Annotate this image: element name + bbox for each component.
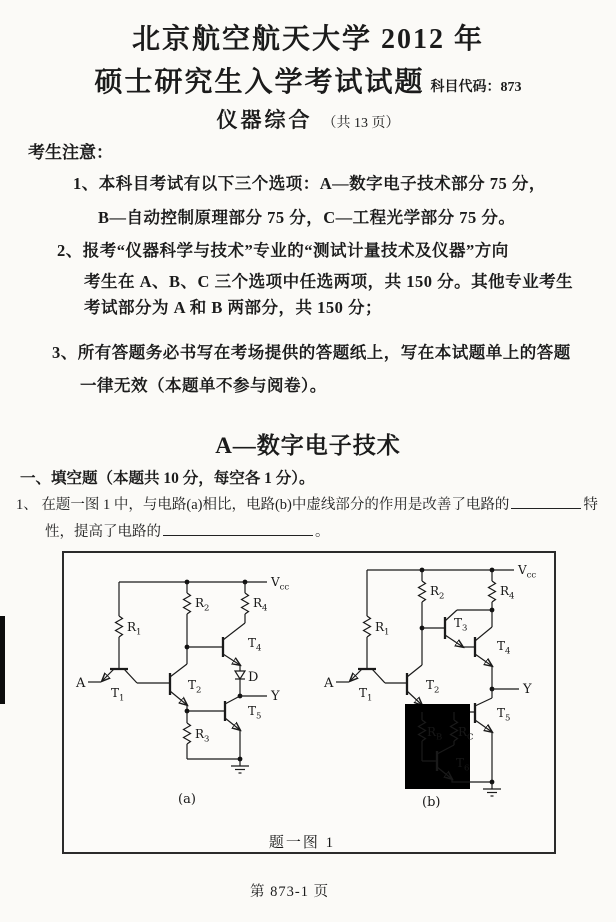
circuit-b — [323, 563, 536, 810]
svg-text:RC: $R_C$ — [458, 725, 474, 743]
scan-edge-artifact — [0, 616, 5, 704]
subject-name: 仪器综合 — [216, 108, 313, 132]
answer-blank-2 — [163, 521, 313, 537]
notice-heading: 考生注意： — [28, 143, 113, 162]
resistor-r1-b — [364, 570, 390, 669]
svg-text:T2: $T_2$ — [188, 678, 202, 696]
transistor-t2-a — [170, 647, 201, 711]
fill-in-heading: 一、填空题（本题共 10 分，每空各 1 分）。 — [20, 470, 315, 487]
svg-text:T4: $T_4$ — [497, 639, 511, 657]
svg-text:T6: $T_6$ — [456, 756, 470, 774]
svg-text:T1: $T_1$ — [111, 686, 125, 704]
transistor-t1-a — [75, 669, 170, 704]
resistor-r3-a — [184, 711, 210, 759]
figure-1-box — [62, 551, 556, 854]
svg-text:T4: $T_4$ — [248, 636, 262, 654]
output-y-label-a: Y — [271, 689, 280, 704]
question1-line2 — [45, 520, 330, 541]
svg-text:R2: $R_2$ — [195, 596, 210, 614]
question1-line1-tail: 特 — [583, 497, 598, 513]
svg-text:RB: $R_B$ — [427, 725, 443, 743]
section-a-title: A—数字电子技术 — [215, 433, 401, 458]
svg-text:T3: $T_3$ — [454, 616, 468, 634]
notice-item1-line1: 1、本科目考试有以下三个选项：A—数字电子技术部分 75 分， — [73, 174, 546, 193]
question1-line1 — [16, 493, 598, 514]
notice-item2-line2: 考生在 A、B、C 三个选项中任选两项，共 150 分。其他专业考生 — [84, 272, 574, 291]
notice-item2-line1: 2、报考“仪器科学与技术”专业的“测试计量技术及仪器”方向 — [57, 241, 509, 260]
notice-item3-line1: 3、所有答题务必书写在考场提供的答题纸上，写在本试题单上的答题 — [52, 343, 571, 362]
subject-row — [0, 104, 616, 134]
exam-title-row — [0, 60, 616, 100]
university-title: 北京航空航天大学 2012 年 — [131, 24, 484, 55]
input-a-label-b: A — [324, 676, 334, 691]
input-a-label-a: A — [76, 676, 86, 691]
svg-text:R4: $R_4$ — [500, 584, 515, 602]
vcc-label-a: $V_{cc}$ — [271, 575, 290, 593]
transistor-t2-b — [407, 628, 439, 712]
exam-title: 硕士研究生入学考试试题 — [94, 67, 425, 98]
transistor-t1-b — [323, 669, 407, 704]
circuit-b-caption: (b) — [422, 795, 441, 810]
notice-item3-line2: 一律无效（本题单不参与阅卷）。 — [80, 376, 327, 395]
diode-d-icon — [235, 670, 258, 696]
svg-text:T2: $T_2$ — [426, 678, 440, 696]
resistor-r2-b — [419, 570, 445, 628]
transistor-t3-b — [445, 610, 492, 647]
resistor-r1-a — [116, 582, 142, 669]
resistor-r4-b — [489, 570, 515, 609]
question1-line1-text: 1、 在题一图 1 中，与电路(a)相比，电路(b)中虚线部分的作用是改善了电路的 — [16, 497, 510, 513]
answer-blank-1 — [511, 494, 581, 510]
transistor-t4-b — [475, 610, 510, 689]
page-count-note: （共 13 页） — [322, 116, 400, 131]
resistor-r4-a — [242, 582, 268, 623]
question1-line2-text: 性，提高了电路的 — [45, 524, 161, 540]
svg-text:R3: $R_3$ — [195, 727, 210, 745]
figure-1-caption: 题一图 1 — [268, 835, 336, 851]
svg-text:T5: $T_5$ — [497, 706, 511, 724]
svg-text:R1: $R_1$ — [127, 620, 142, 638]
resistor-r2-a — [184, 582, 210, 647]
output-y-label-b: Y — [523, 682, 532, 697]
svg-text:R4: $R_4$ — [253, 596, 268, 614]
page-footer: 第 873-1 页 — [250, 884, 330, 900]
dashed-region-outline — [405, 704, 470, 789]
svg-text:R1: $R_1$ — [375, 620, 390, 638]
subject-code: 科目代码：873 — [430, 80, 522, 95]
circuit-a — [75, 575, 289, 807]
ground-icon-a — [231, 759, 249, 773]
figure-1-schematic — [64, 553, 554, 852]
svg-text:T1: $T_1$ — [359, 686, 373, 704]
diode-d-label: D — [248, 670, 259, 685]
transistor-t4-a — [223, 623, 261, 671]
question1-line2-tail: 。 — [315, 524, 330, 540]
svg-text:T5: $T_5$ — [248, 704, 262, 722]
vcc-label-b: $V_{cc}$ — [518, 563, 537, 581]
svg-text:R2: $R_2$ — [430, 584, 445, 602]
ground-icon-b — [483, 782, 501, 796]
notice-item1-line2: B—自动控制原理部分 75 分，C—工程光学部分 75 分。 — [98, 208, 516, 227]
circuit-a-caption: (a) — [178, 792, 196, 807]
notice-item2-line3: 考试部分为 A 和 B 两部分，共 150 分； — [84, 298, 383, 317]
